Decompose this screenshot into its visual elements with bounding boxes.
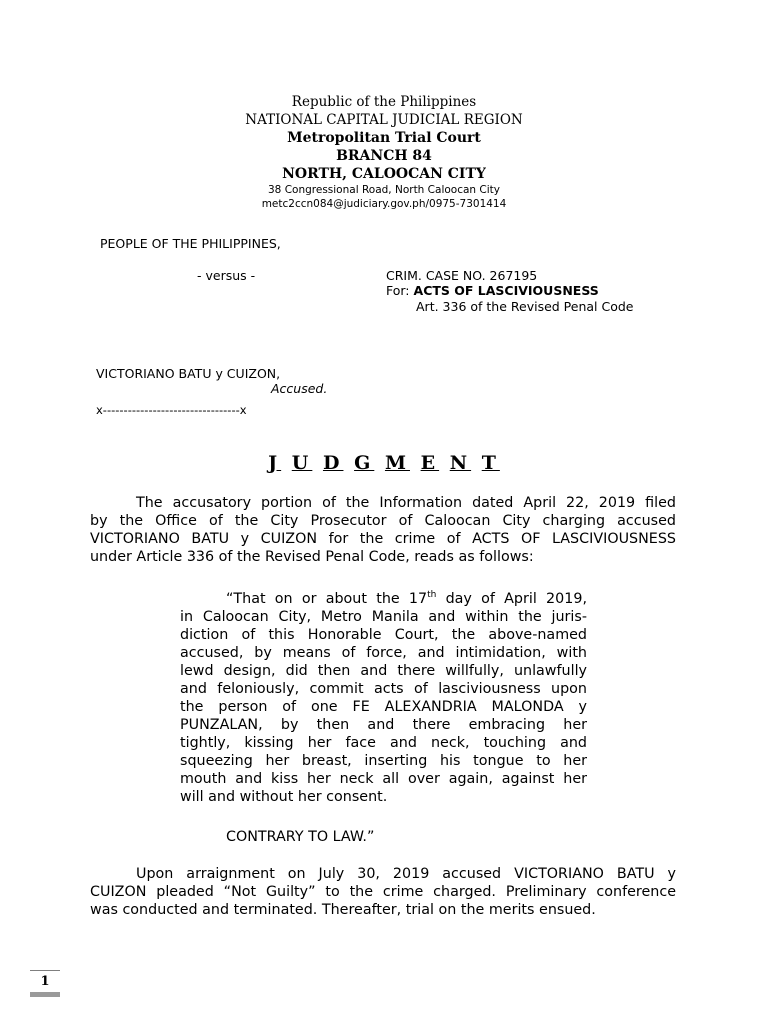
title-letter: T — [481, 452, 500, 474]
title-letter: E — [420, 452, 440, 474]
caption-separator: x---------------------------------x — [96, 403, 247, 417]
header-contact: metc2ccn084@judiciary.gov.ph/0975-7301414 — [261, 198, 507, 210]
page-number-bar — [30, 992, 60, 997]
text-line: VICTORIANO BATU y CUIZON for the crime of ACTS OF LASCIVIOUSNESS — [90, 531, 676, 547]
court-header — [0, 93, 768, 211]
charge-name: ACTS OF LASCIVIOUSNESS — [413, 283, 599, 298]
header-region: NATIONAL CAPITAL JUDICIAL REGION — [245, 112, 523, 128]
title-letter: G — [354, 452, 375, 474]
title-letter: U — [291, 452, 313, 474]
text-line: in Caloocan City, Metro Manila and within the juris- — [180, 608, 587, 625]
text-line: lewd design, did then and there willfully, unlawfully — [180, 662, 587, 679]
title-letter: N — [449, 452, 472, 474]
contrary-to-law: CONTRARY TO LAW.” — [226, 829, 375, 845]
case-number: CRIM. CASE NO. 267195 — [386, 268, 538, 283]
header-republic: Republic of the Philippines — [291, 94, 477, 110]
header-address: 38 Congressional Road, North Caloocan City — [268, 184, 500, 196]
text-line: diction of this Honorable Court, the above-named — [180, 626, 587, 643]
plaintiff-name: PEOPLE OF THE PHILIPPINES, — [100, 236, 281, 251]
for-label: For: — [386, 283, 410, 298]
text-line: by the Office of the City Prosecutor of Caloocan City charging accused — [90, 513, 676, 529]
paragraph-arraignment — [90, 865, 676, 919]
header-branch: BRANCH 84 — [336, 148, 432, 164]
title-letter: M — [384, 452, 410, 474]
text-line: was conducted and terminated. Thereafter, trial on the merits ensued. — [90, 902, 596, 918]
text-line: accused, by means of force, and intimidation, with — [180, 644, 587, 661]
text-line: Upon arraignment on July 30, 2019 accused VICTORIANO BATU y — [136, 866, 676, 882]
paragraph-information — [90, 494, 676, 566]
text-line: The accusatory portion of the Information dated April 22, 2019 filed — [136, 495, 676, 511]
quote-line-first: “That on or about the 17th day of April 2019, — [226, 590, 587, 607]
text-line: PUNZALAN, by then and there embracing her — [180, 716, 587, 733]
header-city: NORTH, CALOOCAN CITY — [282, 166, 486, 182]
text-line: mouth and kiss her neck all over again, against her — [180, 770, 587, 787]
title-letter: D — [322, 452, 344, 474]
page-number: 1 — [30, 970, 60, 989]
accused-label: Accused. — [271, 381, 328, 396]
article-reference: Art. 336 of the Revised Penal Code — [416, 299, 634, 314]
accused-name: VICTORIANO BATU y CUIZON, — [96, 366, 281, 381]
text-line: and feloniously, commit acts of lasciviousness upon — [180, 680, 587, 697]
title-letter: J — [268, 452, 282, 474]
text-line: the person of one FE ALEXANDRIA MALONDA y — [180, 698, 587, 715]
text-line: will and without her consent. — [180, 788, 388, 805]
text-line: squeezing her breast, inserting his tongue to her — [180, 752, 587, 769]
text-line: CUIZON pleaded “Not Guilty” to the crime charged. Preliminary conference — [90, 884, 676, 900]
header-court: Metropolitan Trial Court — [287, 130, 481, 146]
quoted-information — [180, 586, 587, 806]
judgment-title — [0, 452, 768, 474]
charge-line — [386, 283, 599, 298]
versus-label: - versus - — [197, 268, 256, 283]
text-line: under Article 336 of the Revised Penal Code, reads as follows: — [90, 549, 534, 565]
text-line: tightly, kissing her face and neck, touching and — [180, 734, 587, 751]
